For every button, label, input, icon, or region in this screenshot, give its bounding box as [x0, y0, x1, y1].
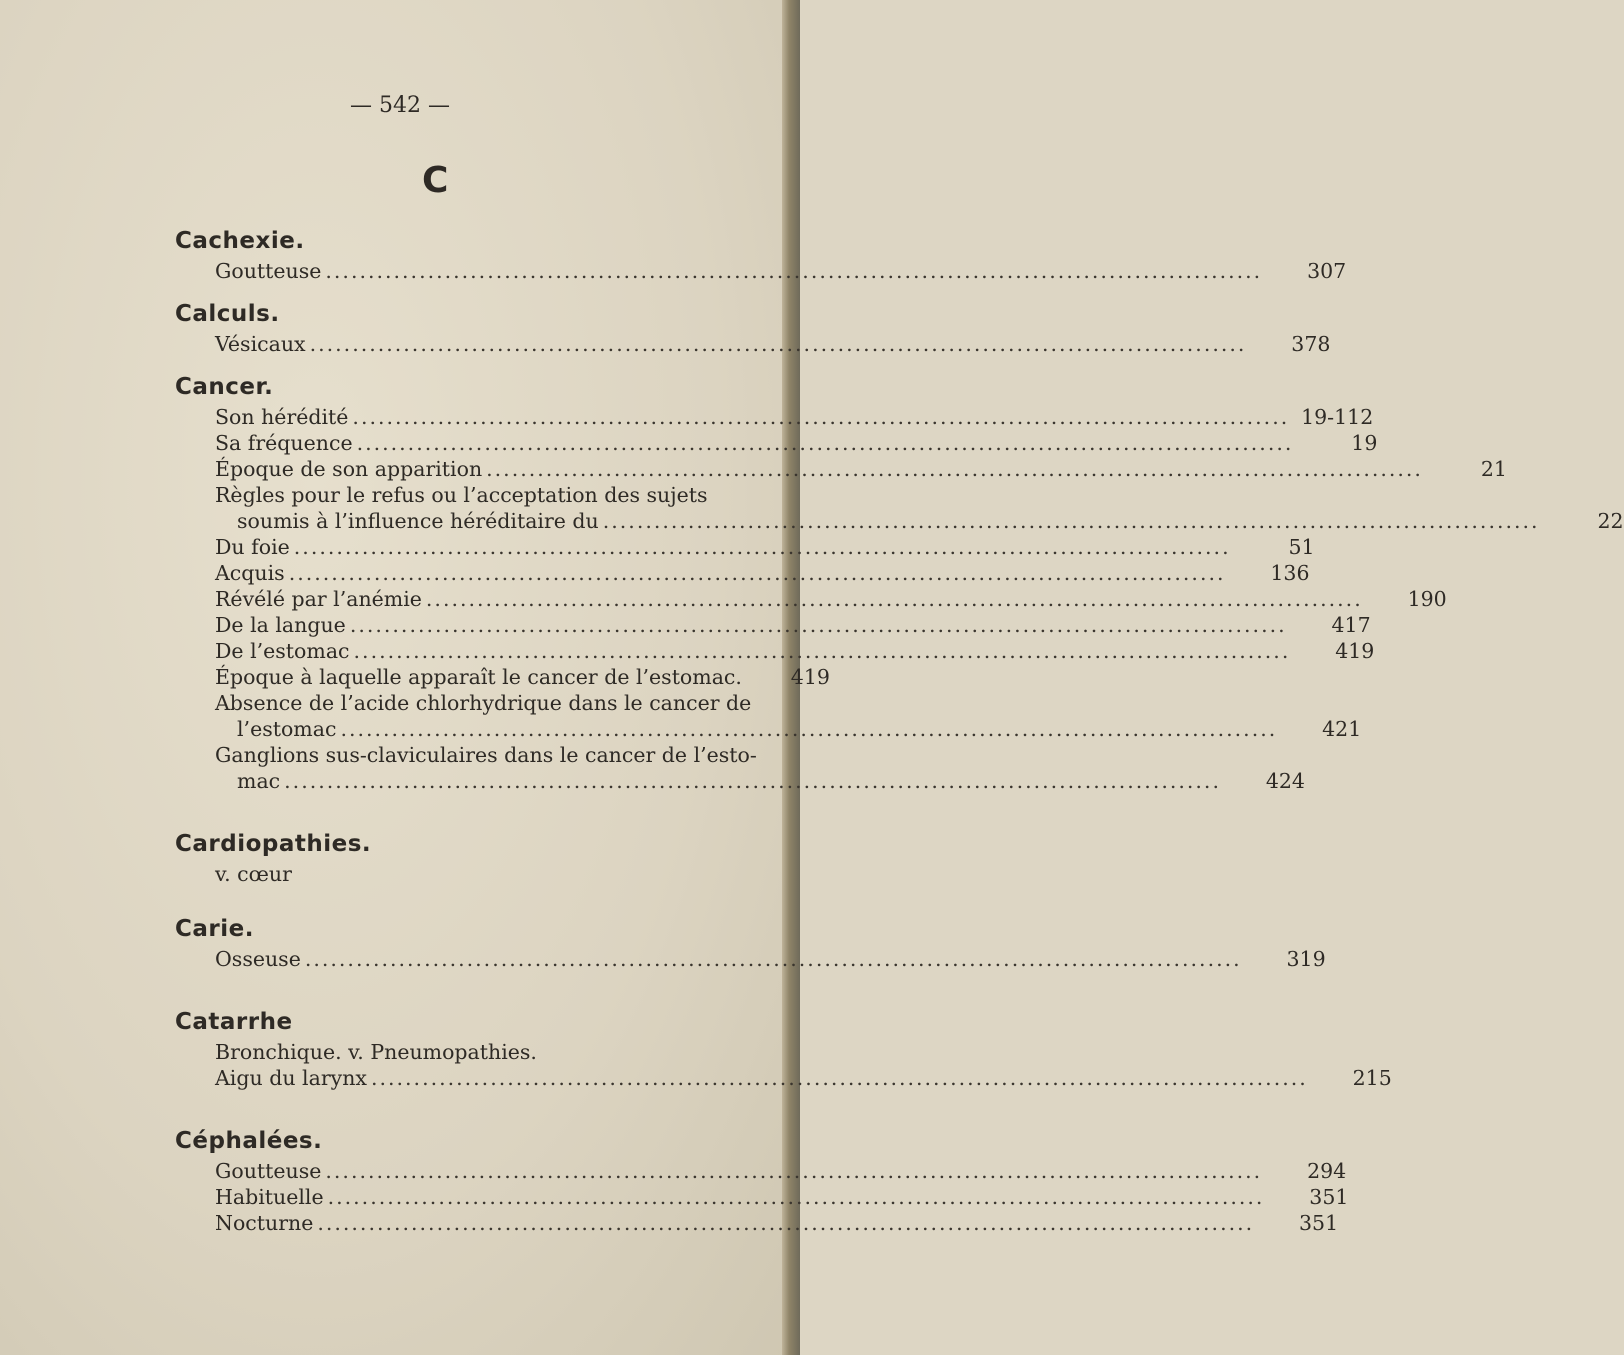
entry-text: Ganglions sus-claviculaires dans le cancer de l’esto-: [215, 743, 757, 767]
entry-text: v. cœur: [215, 862, 292, 886]
page-reference: 19: [1351, 431, 1378, 455]
entry-text: Règles pour le refus ou l’acceptation des sujets: [215, 483, 708, 507]
index-entry: [175, 456, 1507, 482]
index-entry: [175, 1210, 1339, 1236]
index-entry: [175, 1158, 1347, 1184]
page-reference: 351: [1309, 1185, 1349, 1209]
entry-line: [215, 404, 1374, 430]
entry-line: [215, 586, 1447, 612]
entry-line: [215, 1158, 1347, 1184]
entry-line: [215, 560, 1310, 586]
page-reference: 294: [1307, 1159, 1347, 1183]
entry-line: [215, 716, 1362, 742]
page-reference: 424: [1265, 769, 1305, 793]
dot-leader: [289, 560, 1226, 586]
index-section: [175, 1125, 1349, 1236]
section-heading: Carie.: [175, 916, 254, 942]
section-heading: Cachexie.: [175, 228, 305, 254]
entry-line: [215, 430, 1378, 456]
dot-leader: [305, 946, 1242, 972]
entry-text-continued: l’estomac: [237, 717, 337, 741]
entry-line: [215, 508, 1624, 534]
index-entry: [175, 690, 1362, 742]
page-reference: 215: [1352, 1066, 1392, 1090]
dot-leader: [352, 404, 1289, 430]
index-entry: [175, 482, 1624, 534]
index-entry: [175, 861, 735, 887]
page-reference: 378: [1291, 332, 1331, 356]
page-number: — 542 —: [350, 93, 450, 118]
dot-leader: [340, 716, 1277, 742]
entry-line: [215, 258, 1347, 284]
page-reference: 136: [1270, 561, 1310, 585]
dot-leader: [354, 638, 1291, 664]
index-entry: [175, 638, 1375, 664]
index-content: [175, 195, 1624, 1236]
index-entry: [175, 534, 1315, 560]
entry-text: Sa fréquence: [215, 431, 353, 455]
index-entry: [175, 430, 1378, 456]
index-entry: [175, 586, 1447, 612]
index-entry: [175, 1184, 1349, 1210]
index-entry: [175, 560, 1310, 586]
index-entry: [175, 946, 1326, 972]
section-letter: C: [422, 160, 449, 201]
entry-line: [215, 638, 1375, 664]
section-heading: Cardiopathies.: [175, 831, 372, 857]
section-heading: Céphalées.: [175, 1128, 323, 1154]
dot-leader: [603, 508, 1540, 534]
entry-text: Bronchique. v. Pneumopathies.: [215, 1040, 537, 1064]
section-heading: Calculs.: [175, 301, 280, 327]
index-entry: [175, 1039, 735, 1065]
entry-text: Absence de l’acide chlorhydrique dans le cancer de: [215, 691, 752, 715]
dot-leader: [325, 1158, 1262, 1184]
dot-leader: [328, 1184, 1265, 1210]
section-heading: Catarrhe: [175, 1009, 293, 1035]
entry-text: Époque de son apparition: [215, 457, 483, 481]
entry-text: De la langue: [215, 613, 346, 637]
page-reference: 190: [1407, 587, 1447, 611]
dot-leader: [350, 612, 1287, 638]
entry-text-continued: soumis à l’influence héréditaire du: [237, 509, 599, 533]
index-entry: [175, 664, 830, 690]
entry-text: Révélé par l’anémie: [215, 587, 422, 611]
page-reference: 421: [1322, 717, 1362, 741]
dot-leader: [357, 430, 1294, 456]
entry-text: Époque à laquelle apparaît le cancer de l’estomac.: [215, 665, 742, 689]
page-reference: 51: [1288, 535, 1315, 559]
dot-leader: [371, 1065, 1308, 1091]
dot-leader: [486, 456, 1423, 482]
page-reference: 419: [1335, 639, 1375, 663]
entry-text: Aigu du larynx: [215, 1066, 367, 1090]
entry-text: Habituelle: [215, 1185, 324, 1209]
index-entry: [175, 258, 1347, 284]
entry-line: [215, 664, 830, 690]
entry-text: Du foie: [215, 535, 290, 559]
index-entry: [175, 404, 1374, 430]
index-section: [175, 298, 1331, 357]
dot-leader: [294, 534, 1231, 560]
entry-line: [215, 331, 1331, 357]
entry-line: [215, 612, 1371, 638]
index-section: [175, 828, 735, 887]
entry-line: [215, 768, 1305, 794]
index-entry: [175, 331, 1331, 357]
index-entry: [175, 1065, 1392, 1091]
index-entry: [175, 742, 1305, 794]
entry-line: [215, 456, 1507, 482]
page-reference: 307: [1307, 259, 1347, 283]
entry-text: Acquis: [215, 561, 285, 585]
entry-text: Nocturne: [215, 1211, 314, 1235]
page-reference: 419: [790, 665, 830, 689]
dot-leader: [284, 768, 1221, 794]
dot-leader: [310, 331, 1247, 357]
index-entry: [175, 612, 1371, 638]
dot-leader: [325, 258, 1262, 284]
page-reference: 22: [1597, 509, 1624, 533]
entry-line: [215, 534, 1315, 560]
entry-line: [215, 946, 1326, 972]
entry-line: [215, 1184, 1349, 1210]
entry-line: [215, 1210, 1339, 1236]
entry-text: Goutteuse: [215, 259, 322, 283]
index-section: [175, 913, 1326, 972]
dot-leader: [426, 586, 1363, 612]
entry-text: Goutteuse: [215, 1159, 322, 1183]
dot-leader: [317, 1210, 1254, 1236]
page-reference: 417: [1331, 613, 1371, 637]
section-heading: Cancer.: [175, 374, 274, 400]
index-section: [175, 225, 1347, 284]
entry-text-continued: mac: [237, 769, 281, 793]
entry-line: [215, 1065, 1392, 1091]
entry-text: Son hérédité: [215, 405, 349, 429]
page-reference: 351: [1299, 1211, 1339, 1235]
page-reference: 19-112: [1301, 405, 1374, 429]
entry-text: Vésicaux: [215, 332, 306, 356]
entry-text: Osseuse: [215, 947, 301, 971]
page-reference: 319: [1286, 947, 1326, 971]
entry-text: De l’estomac: [215, 639, 350, 663]
index-section: [175, 371, 1624, 794]
index-section: [175, 1006, 1392, 1091]
page-reference: 21: [1480, 457, 1507, 481]
